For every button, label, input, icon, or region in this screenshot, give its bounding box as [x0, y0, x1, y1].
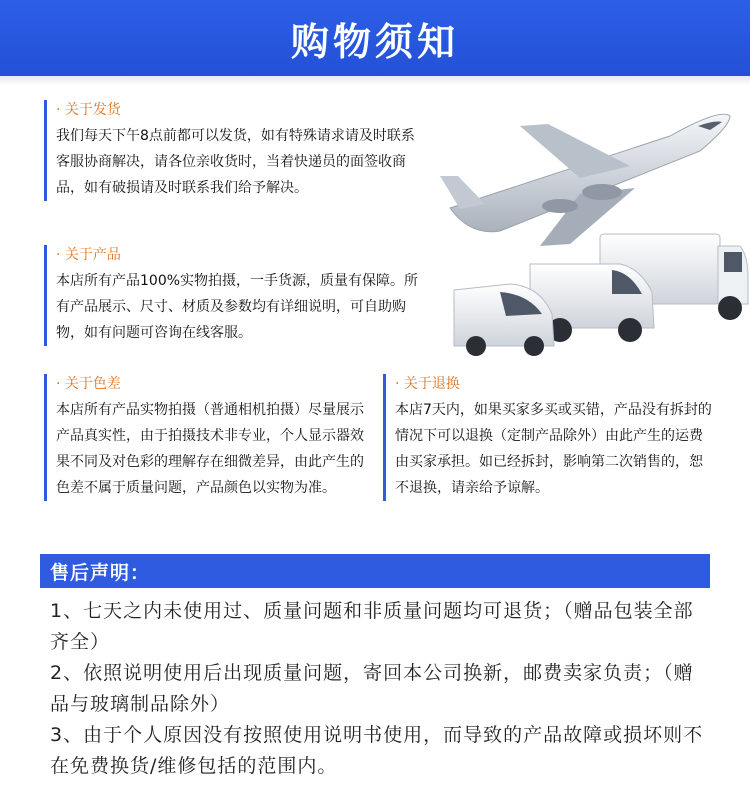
page-title: 购物须知: [290, 19, 459, 64]
after-sales-heading-bar: [40, 554, 710, 588]
after-sales-item: 3、由于个人原因没有按照使用说明书使用，而导致的产品故障或损坏则不在免费换货/维修包括的范围内。: [50, 724, 704, 777]
section-body-returns: 本店7天内，如果买家多买或买错，产品没有拆封的情况下可以退换（定制产品除外）由此产生的运费由买家承担。如已经拆封，影响第二次销售的，恕不退换，请亲给予谅解。: [395, 402, 712, 496]
delivery-illustration-icon: [430, 96, 750, 356]
after-sales-item: 1、七天之内未使用过、质量问题和非质量问题均可退货；（赠品包装全部齐全）: [50, 600, 694, 653]
title-banner: [0, 0, 750, 76]
section-product: [44, 245, 424, 346]
section-body-shipping: 我们每天下午8点前都可以发货，如有特殊请求请及时联系客服协商解决，请各位亲收货时，当着快递员的面签收商品，如有破损请及时联系我们给予解决。: [56, 128, 415, 196]
section-body-product: 本店所有产品100%实物拍摄，一手货源，质量有保障。所有产品展示、尺寸、材质及参数均有详细说明，可自助购物，如有问题可咨询在线客服。: [56, 273, 419, 341]
banner-shadow: [0, 76, 750, 86]
after-sales-heading: 售后声明：: [50, 561, 151, 584]
section-shipping: [44, 100, 424, 201]
after-sales-item: 2、依照说明使用后出现质量问题，寄回本公司换新，邮费卖家负责；（赠品与玻璃制品除外）: [50, 662, 694, 715]
airplane-icon: [440, 114, 730, 246]
after-sales-list: [50, 596, 710, 782]
airplane-and-vans-illustration: [430, 96, 750, 356]
section-color-difference: [44, 374, 364, 501]
section-title-shipping: · 关于发货: [56, 102, 121, 118]
section-body-color: 本店所有产品实物拍摄（普通相机拍摄）尽量展示产品真实性，由于拍摄技术非专业，个人显示器效果不同及对色彩的理解存在细微差异，由此产生的色差不属于质量问题，产品颜色以实物为准。: [56, 402, 364, 496]
small-van-icon: [454, 284, 554, 356]
section-title-returns: · 关于退换: [395, 376, 460, 392]
section-returns: [383, 374, 713, 501]
section-title-product: · 关于产品: [56, 247, 121, 263]
section-title-color: · 关于色差: [56, 376, 121, 392]
